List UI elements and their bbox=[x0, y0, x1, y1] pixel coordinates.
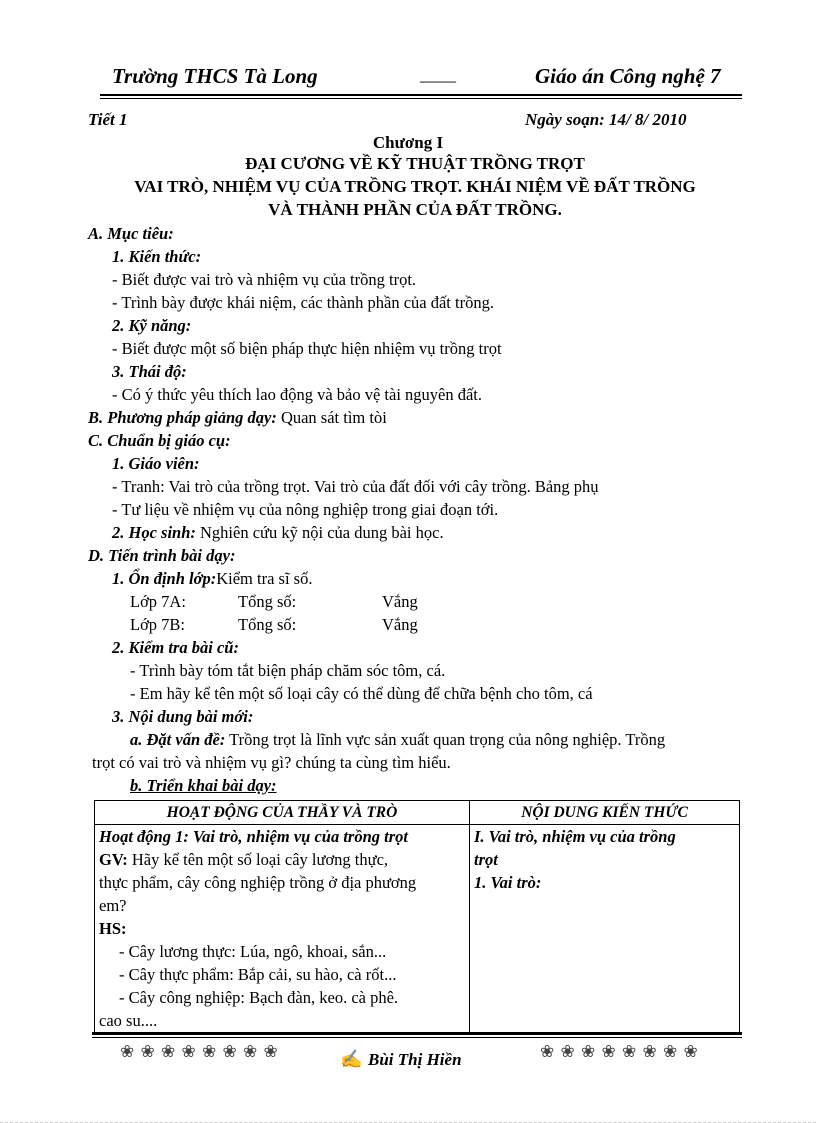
problem-text: Trồng trọt là lĩnh vực sản xuất quan trọng của nông nghiệp. Trồng bbox=[229, 730, 666, 749]
footer-rule bbox=[92, 1032, 742, 1035]
flower-decoration-icon: ❀ ❀ ❀ ❀ ❀ ❀ ❀ ❀ bbox=[540, 1042, 699, 1061]
student-text: Nghiên cứu kỹ nội của dung bài học. bbox=[200, 523, 444, 542]
gv-question-1: Hãy kể tên một số loại cây lương thực, bbox=[127, 850, 389, 869]
section-c-heading: C. Chuẩn bị giáo cụ: bbox=[88, 431, 231, 450]
skills-heading: 2. Kỹ năng: bbox=[112, 316, 192, 335]
class-check bbox=[112, 568, 312, 590]
content-cell bbox=[470, 825, 740, 1033]
attitude-heading: 3. Thái độ: bbox=[112, 362, 187, 381]
table-row bbox=[95, 825, 740, 1033]
teacher-item: - Tranh: Vai trò của trồng trọt. Vai trò của đất đối với cây trồng. Bảng phụ bbox=[112, 477, 599, 496]
class-check-heading: 1. Ổn định lớp: bbox=[112, 569, 217, 588]
class-row-absent: Vắng bbox=[382, 592, 418, 611]
section-b-heading: B. Phương pháp giảng dạy: bbox=[88, 408, 277, 427]
class-check-text: Kiểm tra sĩ số. bbox=[216, 569, 313, 588]
chapter-title: Chương I bbox=[372, 133, 444, 152]
lesson-title-1: ĐẠI CƯƠNG VỀ KỸ THUẬT TRỒNG TRỌT bbox=[245, 154, 585, 173]
review-item: - Trình bày tóm tắt biện pháp chăm sóc tôm, cá. bbox=[130, 661, 446, 680]
teacher-heading: 1. Giáo viên: bbox=[112, 454, 200, 473]
content-heading-cont: trọt bbox=[474, 850, 498, 869]
header-separator: ____ bbox=[420, 64, 456, 84]
class-row-absent: Vắng bbox=[382, 615, 418, 634]
section-d-heading: D. Tiến trình bài dạy: bbox=[88, 546, 236, 565]
flower-decoration-icon: ❀ ❀ ❀ ❀ ❀ ❀ ❀ ❀ bbox=[120, 1042, 279, 1061]
table-header-row bbox=[95, 801, 740, 825]
gv-question-3: em? bbox=[99, 896, 127, 915]
deploy-heading: b. Triển khai bài dạy: bbox=[130, 776, 277, 795]
section-b-text: Quan sát tìm tòi bbox=[280, 408, 387, 427]
header-rule-thin bbox=[100, 98, 742, 99]
pen-icon: ✍ bbox=[340, 1049, 363, 1069]
class-row-name: Lớp 7B: bbox=[130, 615, 186, 634]
attitude-item: - Có ý thức yêu thích lao động và bảo vệ tài nguyên đất. bbox=[112, 385, 483, 404]
col-activity-header: HOẠT ĐỘNG CỦA THẦY VÀ TRÒ bbox=[95, 801, 470, 825]
review-item: - Em hãy kể tên một số loại cây có thể dùng để chữa bệnh cho tôm, cá bbox=[130, 684, 593, 703]
student-heading: 2. Học sinh: bbox=[112, 523, 196, 542]
gv-question-2: thực phẩm, cây công nghiệp trồng ở địa phương bbox=[99, 873, 417, 892]
knowledge-item: - Trình bày được khái niệm, các thành phần của đất trồng. bbox=[112, 293, 494, 312]
footer-rule-thin bbox=[92, 1037, 742, 1038]
hs-label: HS: bbox=[99, 919, 127, 938]
skills-item: - Biết được một số biện pháp thực hiện nhiệm vụ trồng trọt bbox=[112, 339, 502, 358]
class-row-name: Lớp 7A: bbox=[130, 592, 186, 611]
lesson-title-3: VÀ THÀNH PHẦN CỦA ĐẤT TRỒNG. bbox=[268, 200, 562, 219]
student-prep bbox=[112, 522, 444, 544]
subject-name: Giáo án Công nghệ 7 bbox=[535, 64, 721, 88]
hs-answer: - Cây lương thực: Lúa, ngô, khoai, sắn... bbox=[119, 942, 387, 961]
lesson-title-2: VAI TRÒ, NHIỆM VỤ CỦA TRỒNG TRỌT. KHÁI NIỆM VỀ ĐẤT TRỒNG bbox=[134, 177, 696, 196]
content-heading: I. Vai trò, nhiệm vụ của trồng bbox=[474, 827, 676, 846]
class-row-total: Tổng số: bbox=[238, 615, 297, 634]
prep-date: Ngày soạn: 14/ 8/ 2010 bbox=[525, 110, 687, 129]
author-name: Bùi Thị Hiền bbox=[368, 1050, 462, 1069]
lesson-number: Tiết 1 bbox=[88, 110, 128, 129]
problem-heading: a. Đặt vấn đề: bbox=[130, 730, 226, 749]
class-row-total: Tổng số: bbox=[238, 592, 297, 611]
content-subheading: 1. Vai trò: bbox=[474, 873, 542, 892]
gv-question bbox=[99, 848, 465, 871]
hs-answer-tail: cao su.... bbox=[99, 1011, 158, 1030]
activity-cell bbox=[95, 825, 470, 1033]
hs-answer: - Cây công nghiệp: Bạch đàn, keo. cà phê. bbox=[119, 988, 399, 1007]
knowledge-heading: 1. Kiến thức: bbox=[112, 247, 202, 266]
review-heading: 2. Kiểm tra bài cũ: bbox=[112, 638, 239, 657]
header-rule bbox=[100, 94, 742, 96]
teacher-item: - Tư liệu về nhiệm vụ của nông nghiệp trong giai đoạn tới. bbox=[112, 500, 499, 519]
section-b bbox=[88, 407, 387, 429]
lesson-table bbox=[94, 800, 740, 1033]
problem-statement bbox=[130, 729, 665, 751]
section-a-heading: A. Mục tiêu: bbox=[88, 224, 174, 243]
new-content-heading: 3. Nội dung bài mới: bbox=[112, 707, 254, 726]
school-name: Trường THCS Tà Long bbox=[112, 64, 318, 88]
problem-text-cont: trọt có vai trò và nhiệm vụ gì? chúng ta cùng tìm hiểu. bbox=[92, 753, 451, 772]
activity-title: Hoạt động 1: Vai trò, nhiệm vụ của trồng trọt bbox=[99, 827, 408, 846]
hs-answer: - Cây thực phẩm: Bắp cải, su hào, cà rốt... bbox=[119, 965, 397, 984]
gv-label: GV: bbox=[99, 850, 128, 869]
col-content-header: NỘI DUNG KIẾN THỨC bbox=[470, 801, 740, 825]
knowledge-item: - Biết được vai trò và nhiệm vụ của trồng trọt. bbox=[112, 270, 417, 289]
